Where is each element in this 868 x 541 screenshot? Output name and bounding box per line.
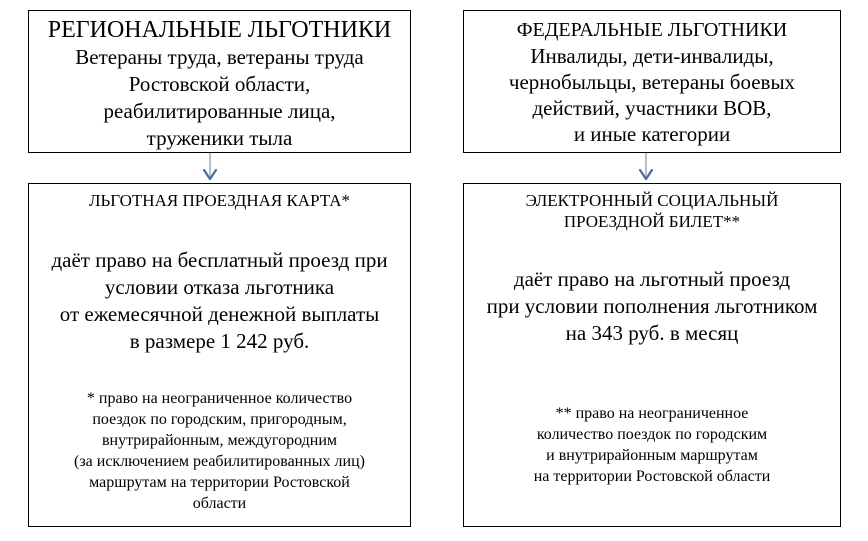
ticket-footnote [464,403,840,487]
ticket-note-line: ** право на неограниченное [555,405,749,422]
federal-line: действий, участники ВОВ, [532,96,772,120]
ticket-note-line: на территории Ростовской области [533,468,771,485]
card-note-line: * право на неограниченное количество [86,390,353,407]
ticket-main-line: на 343 руб. в месяц [565,321,739,345]
federal-title: ФЕДЕРАЛЬНЫЕ ЛЬГОТНИКИ [516,19,788,41]
card-note-line: внутрирайонным, междугородним [101,432,338,449]
card-main-line: даёт право на бесплатный проезд при [51,248,388,272]
card-title: ЛЬГОТНАЯ ПРОЕЗДНАЯ КАРТА* [88,191,351,210]
card-note-line: (за исключением реабилитированных лиц) [74,453,365,470]
ticket-note-line: количество поездок по городским [536,426,768,443]
regional-line: труженики тыла [146,126,293,150]
card-main-line: в размере 1 242 руб. [129,329,310,353]
regional-line: Ветераны труда, ветераны труда [75,45,364,69]
card-note-line: поездок по городским, пригородным, [92,411,347,428]
card-note-line: области [192,495,247,512]
card-main-text [29,247,410,355]
social-ticket-box [463,183,841,527]
regional-beneficiaries-box [28,10,411,153]
card-note-line: маршрутам на территории Ростовской [89,474,350,491]
card-main-line: от ежемесячной денежной выплаты [59,302,380,326]
ticket-main-text [464,266,840,347]
regional-line: реабилитированные лица, [103,99,336,123]
card-footnote [29,388,410,514]
ticket-note-line: и внутрирайонным маршрутам [546,447,758,464]
regional-line: Ростовской области, [128,72,311,96]
benefit-travel-card-box [28,183,411,527]
federal-line: чернобыльцы, ветераны боевых [508,70,796,94]
federal-beneficiaries-box [463,10,841,153]
ticket-title-line: ЭЛЕКТРОННЫЙ СОЦИАЛЬНЫЙ [525,191,779,210]
regional-title: РЕГИОНАЛЬНЫЕ ЛЬГОТНИКИ [47,17,392,43]
card-main-line: условии отказа льготника [104,275,335,299]
ticket-title-line: ПРОЕЗДНОЙ БИЛЕТ** [563,212,741,231]
down-arrow-icon [636,153,656,183]
federal-line: и иные категории [573,122,731,146]
down-arrow-icon [200,153,220,183]
ticket-main-line: даёт право на льготный проезд [513,267,791,291]
ticket-main-line: при условии пополнения льготником [486,294,818,318]
federal-line: Инвалиды, дети-инвалиды, [530,44,774,68]
